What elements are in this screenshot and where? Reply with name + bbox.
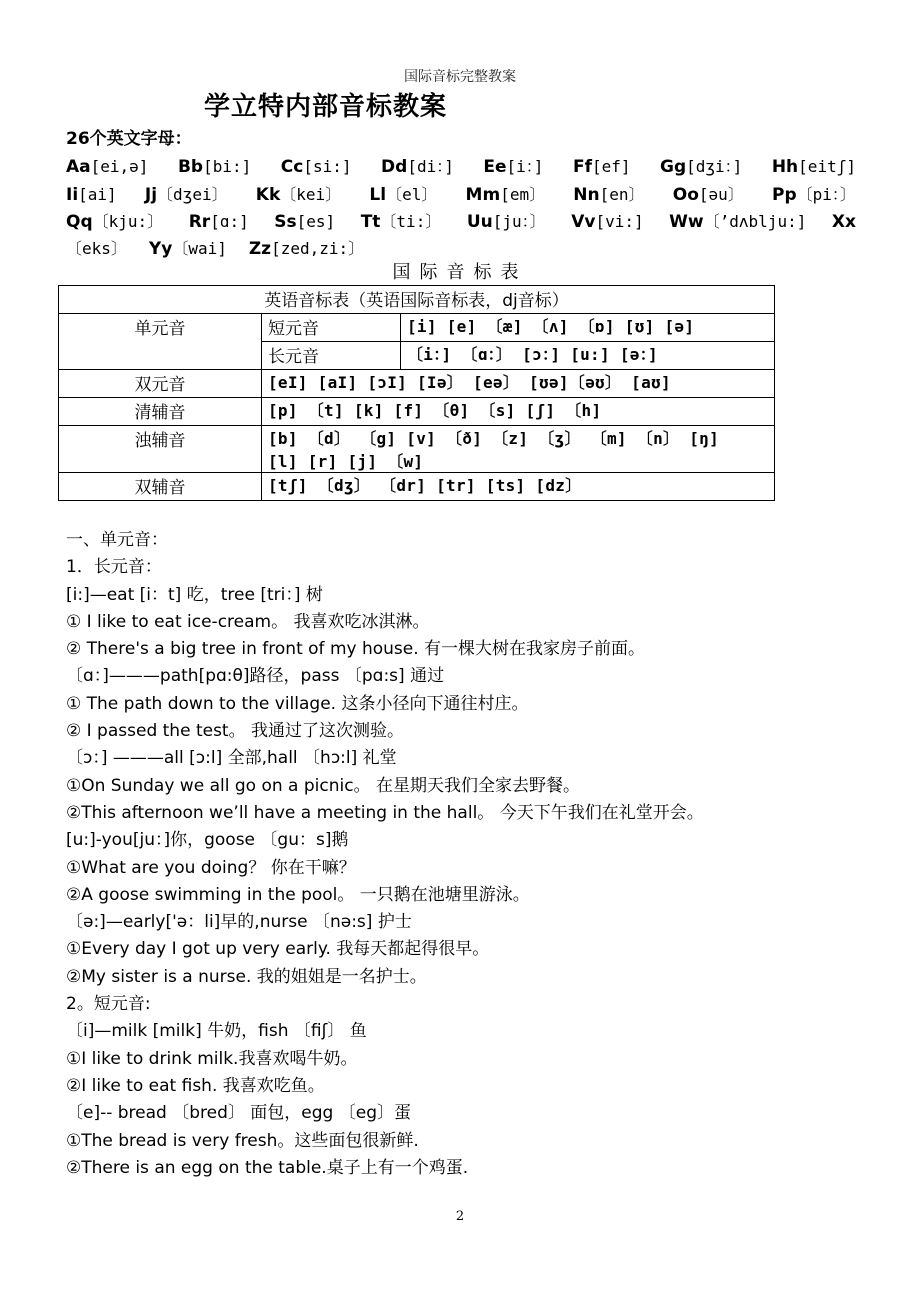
long-vowel-sounds: 〔i：] 〔ɑ：〕 [ɔ：] [u:] [ə：] xyxy=(401,342,775,370)
alphabet-letter xyxy=(66,153,148,180)
alphabet-letter xyxy=(361,208,442,235)
page-number: 2 xyxy=(455,1209,465,1224)
letter-glyph: Ll xyxy=(369,184,387,205)
alphabet-letter xyxy=(66,208,163,235)
letter-phonetic: 〔kei〕 xyxy=(280,184,342,204)
letter-phonetic: [em〕 xyxy=(500,184,546,204)
letter-phonetic: [dʒi：] xyxy=(686,157,743,177)
alphabet-letter xyxy=(573,181,644,208)
letter-phonetic: [i：] xyxy=(506,157,544,177)
alphabet-letter xyxy=(573,153,631,180)
letter-glyph: Oo xyxy=(672,184,699,205)
voiced-consonant-line-2: [l] [r] [j] 〔w] xyxy=(268,452,424,471)
alphabet-section xyxy=(66,126,866,262)
letter-glyph: Cc xyxy=(280,157,304,178)
category-voiceless-consonant: 清辅音 xyxy=(59,398,262,426)
alphabet-letter xyxy=(178,153,251,180)
lesson-line: 〔ɔ：] ———all [ɔ:l] 全部,hall 〔hɔ:l] 礼堂 xyxy=(66,748,397,769)
diphthong-sounds: [eI] [aI] [ɔI] [Iə〕 [eə〕 [ʊə]〔əʊ〕 [aʊ] xyxy=(262,370,775,398)
letter-phonetic: [ɑ:] xyxy=(210,211,249,231)
alphabet-letter xyxy=(256,181,341,208)
lesson-line: ②I like to eat fish. 我喜欢吃鱼。 xyxy=(66,1075,325,1096)
letter-phonetic: [ef] xyxy=(591,157,631,177)
alphabet-letter xyxy=(369,181,437,208)
lesson-line: 〔i]—milk [milk] 牛奶，fish 〔fiʃ〕 鱼 xyxy=(66,1021,367,1042)
letter-phonetic: [es] xyxy=(296,211,336,231)
letter-phonetic: [ju：〕 xyxy=(492,211,546,231)
letter-glyph: Xx xyxy=(831,211,856,232)
letter-phonetic: [bi:] xyxy=(203,157,252,177)
letter-glyph: Ee xyxy=(483,157,507,178)
letter-glyph: Ii xyxy=(66,184,79,205)
alphabet-letter xyxy=(673,181,744,208)
voiceless-consonant-sounds: [p] 〔t] [k] [f] 〔θ] 〔s] [ʃ] 〔h] xyxy=(262,398,775,426)
letter-phonetic: [ai] xyxy=(78,184,117,204)
letter-phonetic: 〔wai] xyxy=(172,239,227,259)
lesson-line: ①The bread is very fresh。这些面包很新鲜. xyxy=(66,1130,419,1151)
subcategory-long-vowel: 长元音 xyxy=(262,342,401,370)
lesson-line: ②A goose swimming in the pool。 一只鹅在池塘里游泳。 xyxy=(66,884,530,905)
alphabet-letter xyxy=(281,153,352,180)
letter-phonetic: 〔dʒei〕 xyxy=(157,184,228,204)
letter-glyph: Nn xyxy=(573,184,600,205)
letter-phonetic: [en〕 xyxy=(599,184,645,204)
voiced-consonant-line-1: [b] 〔d〕 〔g] [v] 〔ð] 〔z] 〔ʒ〕 〔m] 〔n〕 [ŋ] xyxy=(268,429,720,448)
alphabet-letter xyxy=(145,181,228,208)
alphabet-letter xyxy=(467,208,546,235)
lesson-line: ①What are you doing？ 你在干嘛？ xyxy=(66,857,356,878)
alphabet-letter xyxy=(381,153,454,180)
letter-glyph: Ww xyxy=(669,211,704,232)
ipa-table-header: 英语音标表（英语国际音标表，dj音标） xyxy=(59,286,775,314)
page-title: 学立特内部音标教案 xyxy=(204,92,448,122)
alphabet-row xyxy=(66,208,856,235)
letter-phonetic: 〔ti:〕 xyxy=(380,211,442,231)
alphabet-row xyxy=(66,153,856,180)
alphabet-letter xyxy=(772,153,856,180)
letter-glyph: Jj xyxy=(144,184,158,205)
lesson-line: ①On Sunday we all go on a picnic。 在星期天我们全家去野餐。 xyxy=(66,775,580,796)
alphabet-letter xyxy=(274,208,335,235)
letter-glyph: Zz xyxy=(248,239,272,260)
subcategory-short-vowel: 短元音 xyxy=(262,314,401,342)
category-voiced-consonant: 浊辅音 xyxy=(59,426,262,473)
alphabet-heading: 26个英文字母： xyxy=(66,129,192,149)
running-header: 国际音标完整教案 xyxy=(404,69,516,85)
lesson-line: ②There is an egg on the table.桌子上有一个鸡蛋. xyxy=(66,1157,469,1178)
lesson-line: ②This afternoon we’ll have a meeting in the hall。 今天下午我们在礼堂开会。 xyxy=(66,802,704,823)
alphabet-letter xyxy=(571,208,643,235)
lesson-line: 2。短元音: xyxy=(66,994,151,1015)
letter-phonetic: 〔kju:〕 xyxy=(92,211,164,231)
lesson-line: 〔e]-- bread 〔bred〕 面包，egg 〔eg〕蛋 xyxy=(66,1103,411,1124)
letter-glyph: Gg xyxy=(660,157,687,178)
letter-glyph: Mm xyxy=(465,184,501,205)
letter-glyph: Hh xyxy=(771,157,799,178)
letter-glyph: Qq xyxy=(66,211,93,232)
letter-phonetic: 〔eks〕 xyxy=(66,239,127,259)
short-vowel-sounds: [i] [e] 〔æ] 〔ʌ] 〔ɒ] [ʊ] [ə] xyxy=(401,314,775,342)
lesson-line: 〔ə:]—early['ə：li]早的,nurse 〔nə:s] 护士 xyxy=(66,912,412,933)
alphabet-letter xyxy=(832,208,856,235)
lesson-body xyxy=(66,527,886,1182)
lesson-line: ②My sister is a nurse. 我的姐姐是一名护士。 xyxy=(66,966,427,987)
category-diphthong: 双元音 xyxy=(59,370,262,398)
alphabet-letter xyxy=(660,153,742,180)
double-consonant-sounds: [tʃ] 〔dʒ〕 〔dr] [tr] [ts] [dz〕 xyxy=(262,473,775,501)
letter-phonetic: 〔el〕 xyxy=(386,184,438,204)
lesson-line: 1．长元音： xyxy=(66,557,162,578)
letter-phonetic: 〔’dʌblju:] xyxy=(703,211,807,231)
alphabet-row xyxy=(66,181,856,208)
letter-phonetic: [əu〕 xyxy=(698,184,744,204)
letter-glyph: Aa xyxy=(66,157,91,178)
letter-glyph: Vv xyxy=(571,211,596,232)
lesson-line: 一、单元音： xyxy=(66,530,168,550)
alphabet-list xyxy=(66,153,866,262)
letter-glyph: Kk xyxy=(255,184,281,205)
letter-phonetic: [ei,ə] xyxy=(90,157,149,177)
letter-glyph: Bb xyxy=(177,157,204,178)
lesson-line: ①I like to drink milk.我喜欢喝牛奶。 xyxy=(66,1048,358,1069)
letter-phonetic: [zed,zi:〕 xyxy=(271,239,365,259)
lesson-line: [u:]-you[ju：]你，goose 〔gu：s]鹅 xyxy=(66,830,349,851)
alphabet-letter xyxy=(466,181,546,208)
alphabet-letter xyxy=(483,153,543,180)
lesson-line: ② There's a big tree in front of my house. 有一棵大树在我家房子前面。 xyxy=(66,639,646,660)
letter-phonetic: [di：] xyxy=(407,157,454,177)
letter-phonetic: [si:] xyxy=(303,157,352,177)
category-monophthong: 单元音 xyxy=(59,314,262,370)
alphabet-letter xyxy=(669,208,806,235)
letter-glyph: Dd xyxy=(381,157,408,178)
lesson-line: ① I like to eat ice-cream。 我喜欢吃冰淇淋。 xyxy=(66,611,430,632)
letter-phonetic: [eitʃ] xyxy=(798,157,856,177)
ipa-table-title: 国际音标表 xyxy=(392,262,528,283)
lesson-line: 〔ɑ：]———path[pɑ:θ]路径，pass 〔pɑ:s] 通过 xyxy=(66,666,445,687)
alphabet-letter xyxy=(66,181,117,208)
letter-glyph: Uu xyxy=(466,211,493,232)
lesson-line: ② I passed the test。 我通过了这次测验。 xyxy=(66,721,404,742)
letter-glyph: Tt xyxy=(360,211,381,232)
letter-glyph: Ff xyxy=(572,157,592,178)
lesson-line: ① The path down to the village. 这条小径向下通往村庄。 xyxy=(66,693,529,714)
ipa-table xyxy=(58,285,775,501)
letter-phonetic: [vi:] xyxy=(595,211,644,231)
letter-glyph: Yy xyxy=(148,239,173,260)
voiced-consonant-sounds xyxy=(262,426,775,473)
lesson-line: [i:]—eat [i：t] 吃，tree [tri：] 树 xyxy=(66,584,323,605)
letter-glyph: Pp xyxy=(772,184,797,205)
letter-phonetic: 〔pi：〕 xyxy=(796,184,856,204)
letter-glyph: Ss xyxy=(274,211,297,232)
lesson-line: ①Every day I got up very early. 我每天都起得很早。 xyxy=(66,939,490,960)
letter-glyph: Rr xyxy=(188,211,211,232)
alphabet-letter xyxy=(772,181,856,208)
category-double-consonant: 双辅音 xyxy=(59,473,262,501)
alphabet-letter xyxy=(189,208,249,235)
